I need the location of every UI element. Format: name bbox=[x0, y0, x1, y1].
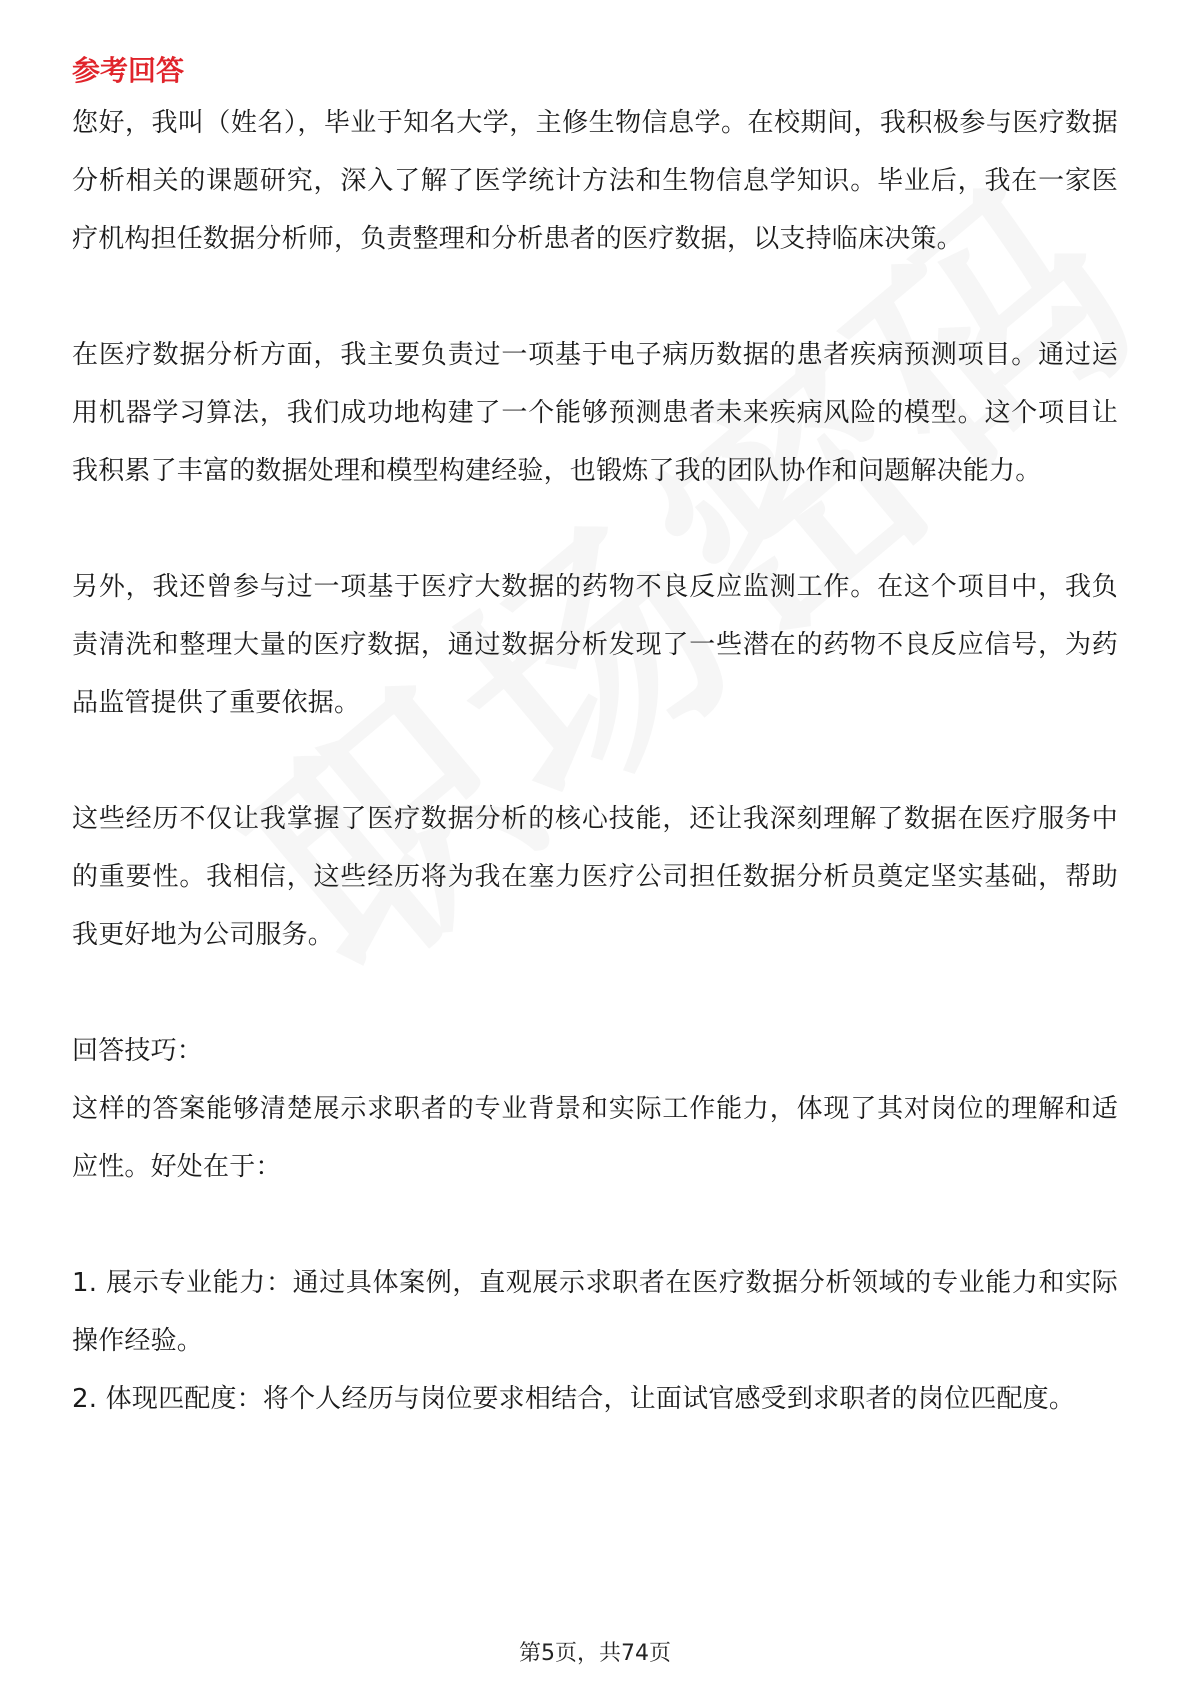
tips-intro: 这样的答案能够清楚展示求职者的专业背景和实际工作能力，体现了其对岗位的理解和适应性。好处在于： bbox=[72, 1094, 1118, 1182]
page-number-footer: 第5页，共74页 bbox=[519, 1641, 671, 1666]
paragraph-spacer bbox=[72, 1196, 1118, 1254]
answer-paragraph-4: 这些经历不仅让我掌握了医疗数据分析的核心技能，还让我深刻理解了数据在医疗服务中的重要性。我相信，这些经历将为我在塞力医疗公司担任数据分析员奠定坚实基础，帮助我更好地为公司服务。 bbox=[72, 804, 1118, 950]
paragraph-spacer bbox=[72, 732, 1118, 790]
answer-paragraph-3: 另外，我还曾参与过一项基于医疗大数据的药物不良反应监测工作。在这个项目中，我负责清洗和整理大量的医疗数据，通过数据分析发现了一些潜在的药物不良反应信号，为药品监管提供了重要依据。 bbox=[72, 572, 1118, 718]
section-title: 参考回答 bbox=[72, 54, 185, 87]
tips-item-2: 2. 体现匹配度：将个人经历与岗位要求相结合，让面试官感受到求职者的岗位匹配度。 bbox=[72, 1384, 1076, 1414]
paragraph-spacer bbox=[72, 268, 1118, 326]
paragraph-spacer bbox=[72, 500, 1118, 558]
tips-item-1: 1. 展示专业能力：通过具体案例，直观展示求职者在医疗数据分析领域的专业能力和实际操作经验。 bbox=[72, 1268, 1118, 1356]
tips-title: 回答技巧： bbox=[72, 1036, 204, 1066]
answer-paragraph-1: 您好，我叫（姓名），毕业于知名大学，主修生物信息学。在校期间，我积极参与医疗数据分析相关的课题研究，深入了解了医学统计方法和生物信息学知识。毕业后，我在一家医疗机构担任数据分析师，负责整理和分析患者的医疗数据，以支持临床决策。 bbox=[72, 108, 1118, 254]
page-content bbox=[72, 48, 1118, 1428]
paragraph-spacer bbox=[72, 964, 1118, 1022]
answer-paragraph-2: 在医疗数据分析方面，我主要负责过一项基于电子病历数据的患者疾病预测项目。通过运用机器学习算法，我们成功地构建了一个能够预测患者未来疾病风险的模型。这个项目让我积累了丰富的数据处理和模型构建经验，也锻炼了我的团队协作和问题解决能力。 bbox=[72, 340, 1118, 486]
